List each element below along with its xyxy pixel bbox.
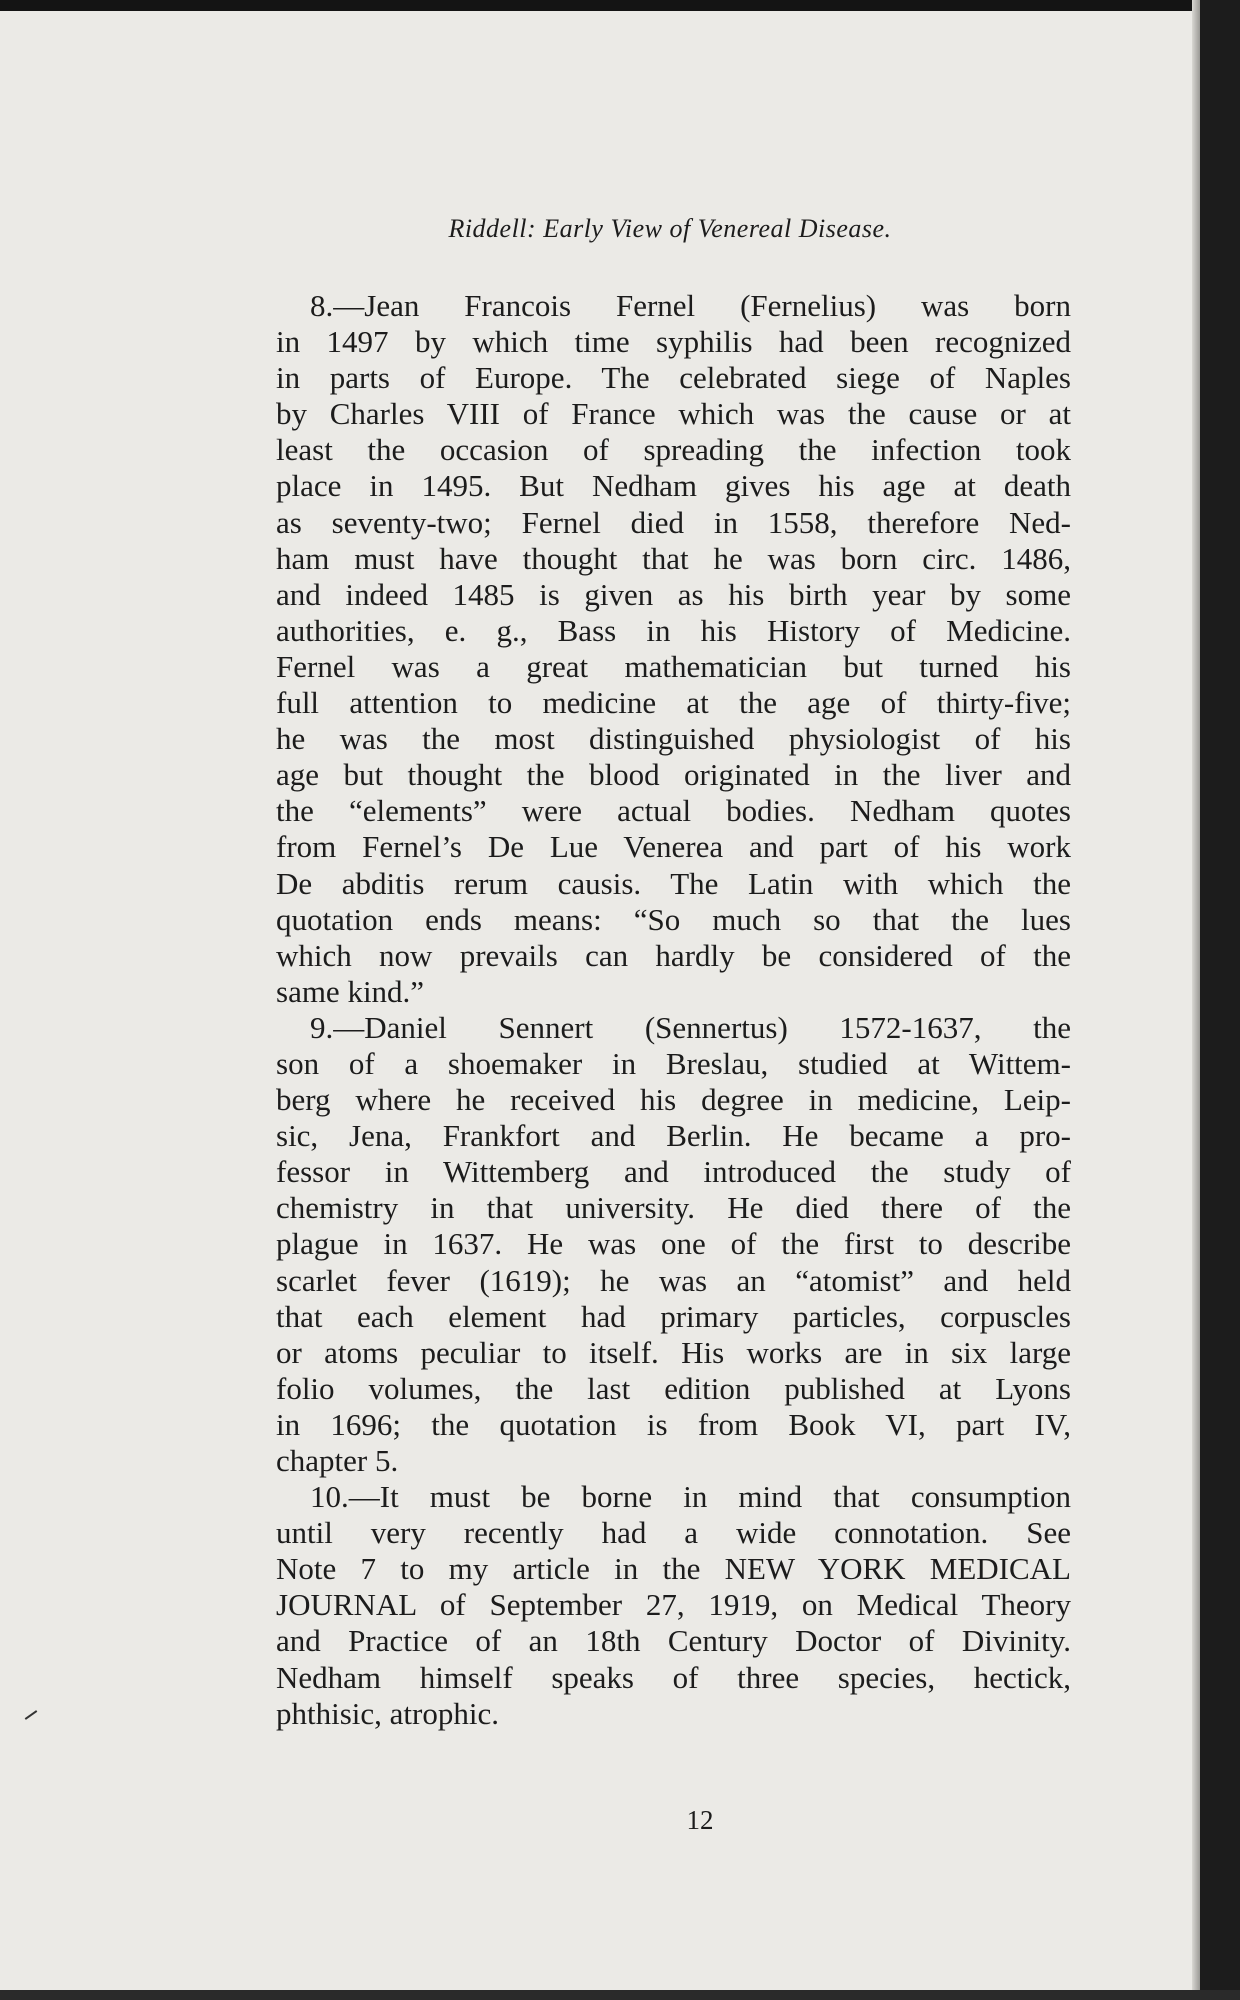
text-line: sic, Jena, Frankfort and Berlin. He became a pro- [276,1118,1071,1154]
text-line: in 1497 by which time syphilis had been recognized [276,324,1071,360]
text-line: and indeed 1485 is given as his birth year by some [276,576,1071,612]
stray-mark [25,1710,38,1720]
text-line: the “elements” were actual bodies. Nedham quotes [276,793,1071,829]
text-line: which now prevails can hardly be considered of the [276,937,1071,973]
text-line: fessor in Wittemberg and introduced the study of [276,1154,1071,1190]
text-line: and Practice of an 18th Century Doctor of Divinity. [276,1623,1071,1659]
text-line: quotation ends means: “So much so that the lues [276,901,1071,937]
text-line: son of a shoemaker in Breslau, studied at Wittem- [276,1045,1071,1081]
text-line: full attention to medicine at the age of thirty-five; [276,685,1071,721]
text-line: 8.—Jean Francois Fernel (Fernelius) was born [310,288,1071,323]
page-number: 12 [686,1805,714,1835]
note-9-paragraph [276,1010,1071,1479]
text-line: 9.—Daniel Sennert (Sennertus) 1572-1637, the [310,1009,1071,1045]
text-line: scarlet fever (1619); he was an “atomist” and held [276,1262,1071,1298]
text-line: Note 7 to my article in the NEW YORK MEDICAL [276,1551,1071,1587]
text-line: or atoms peculiar to itself. His works are in six large [276,1334,1071,1370]
scan-frame-right [1200,0,1240,2000]
text-line: in 1696; the quotation is from Book VI, part IV, [276,1406,1071,1442]
text-line: authorities, e. g., Bass in his History of Medicine. [276,612,1071,648]
text-line: folio volumes, the last edition published at Lyons [276,1370,1071,1406]
scan-frame-bottom [0,1990,1240,2000]
text-line: JOURNAL of September 27, 1919, on Medical Theory [276,1587,1071,1623]
text-line: in parts of Europe. The celebrated siege of Naples [276,360,1071,396]
notes-body [276,288,1071,1732]
page-edge-shadow [1192,0,1200,2000]
text-line: De abditis rerum causis. The Latin with which the [276,865,1071,901]
text-line: chemistry in that university. He died there of the [276,1190,1071,1226]
text-line: least the occasion of spreading the infection took [276,432,1071,468]
text-line: same kind.” [276,973,425,1009]
note-8-paragraph [276,288,1071,1010]
text-line: age but thought the blood originated in the liver and [276,757,1071,793]
running-head: Riddell: Early View of Venereal Disease. [448,214,892,243]
text-line: until very recently had a wide connotation. See [276,1515,1071,1551]
text-line: as seventy-two; Fernel died in 1558, therefore Ned- [276,504,1071,540]
text-line: place in 1495. But Nedham gives his age at death [276,468,1071,504]
text-line: ham must have thought that he was born circ. 1486, [276,540,1071,576]
text-line: he was the most distinguished physiologist of his [276,721,1071,757]
text-line: Fernel was a great mathematician but turned his [276,648,1071,684]
note-10-paragraph [276,1479,1071,1732]
text-line: that each element had primary particles, corpuscles [276,1298,1071,1334]
text-line: by Charles VIII of France which was the cause or at [276,396,1071,432]
text-line: phthisic, atrophic. [276,1695,499,1731]
text-line: berg where he received his degree in medicine, Leip- [276,1082,1071,1118]
text-line: 10.—It must be borne in mind that consumption [310,1479,1071,1515]
scan-frame-top [0,0,1240,11]
text-line: plague in 1637. He was one of the first to describe [276,1226,1071,1262]
text-line: chapter 5. [276,1443,399,1478]
text-line: from Fernel’s De Lue Venerea and part of his work [276,829,1071,865]
text-line: Nedham himself speaks of three species, hectick, [276,1659,1071,1695]
